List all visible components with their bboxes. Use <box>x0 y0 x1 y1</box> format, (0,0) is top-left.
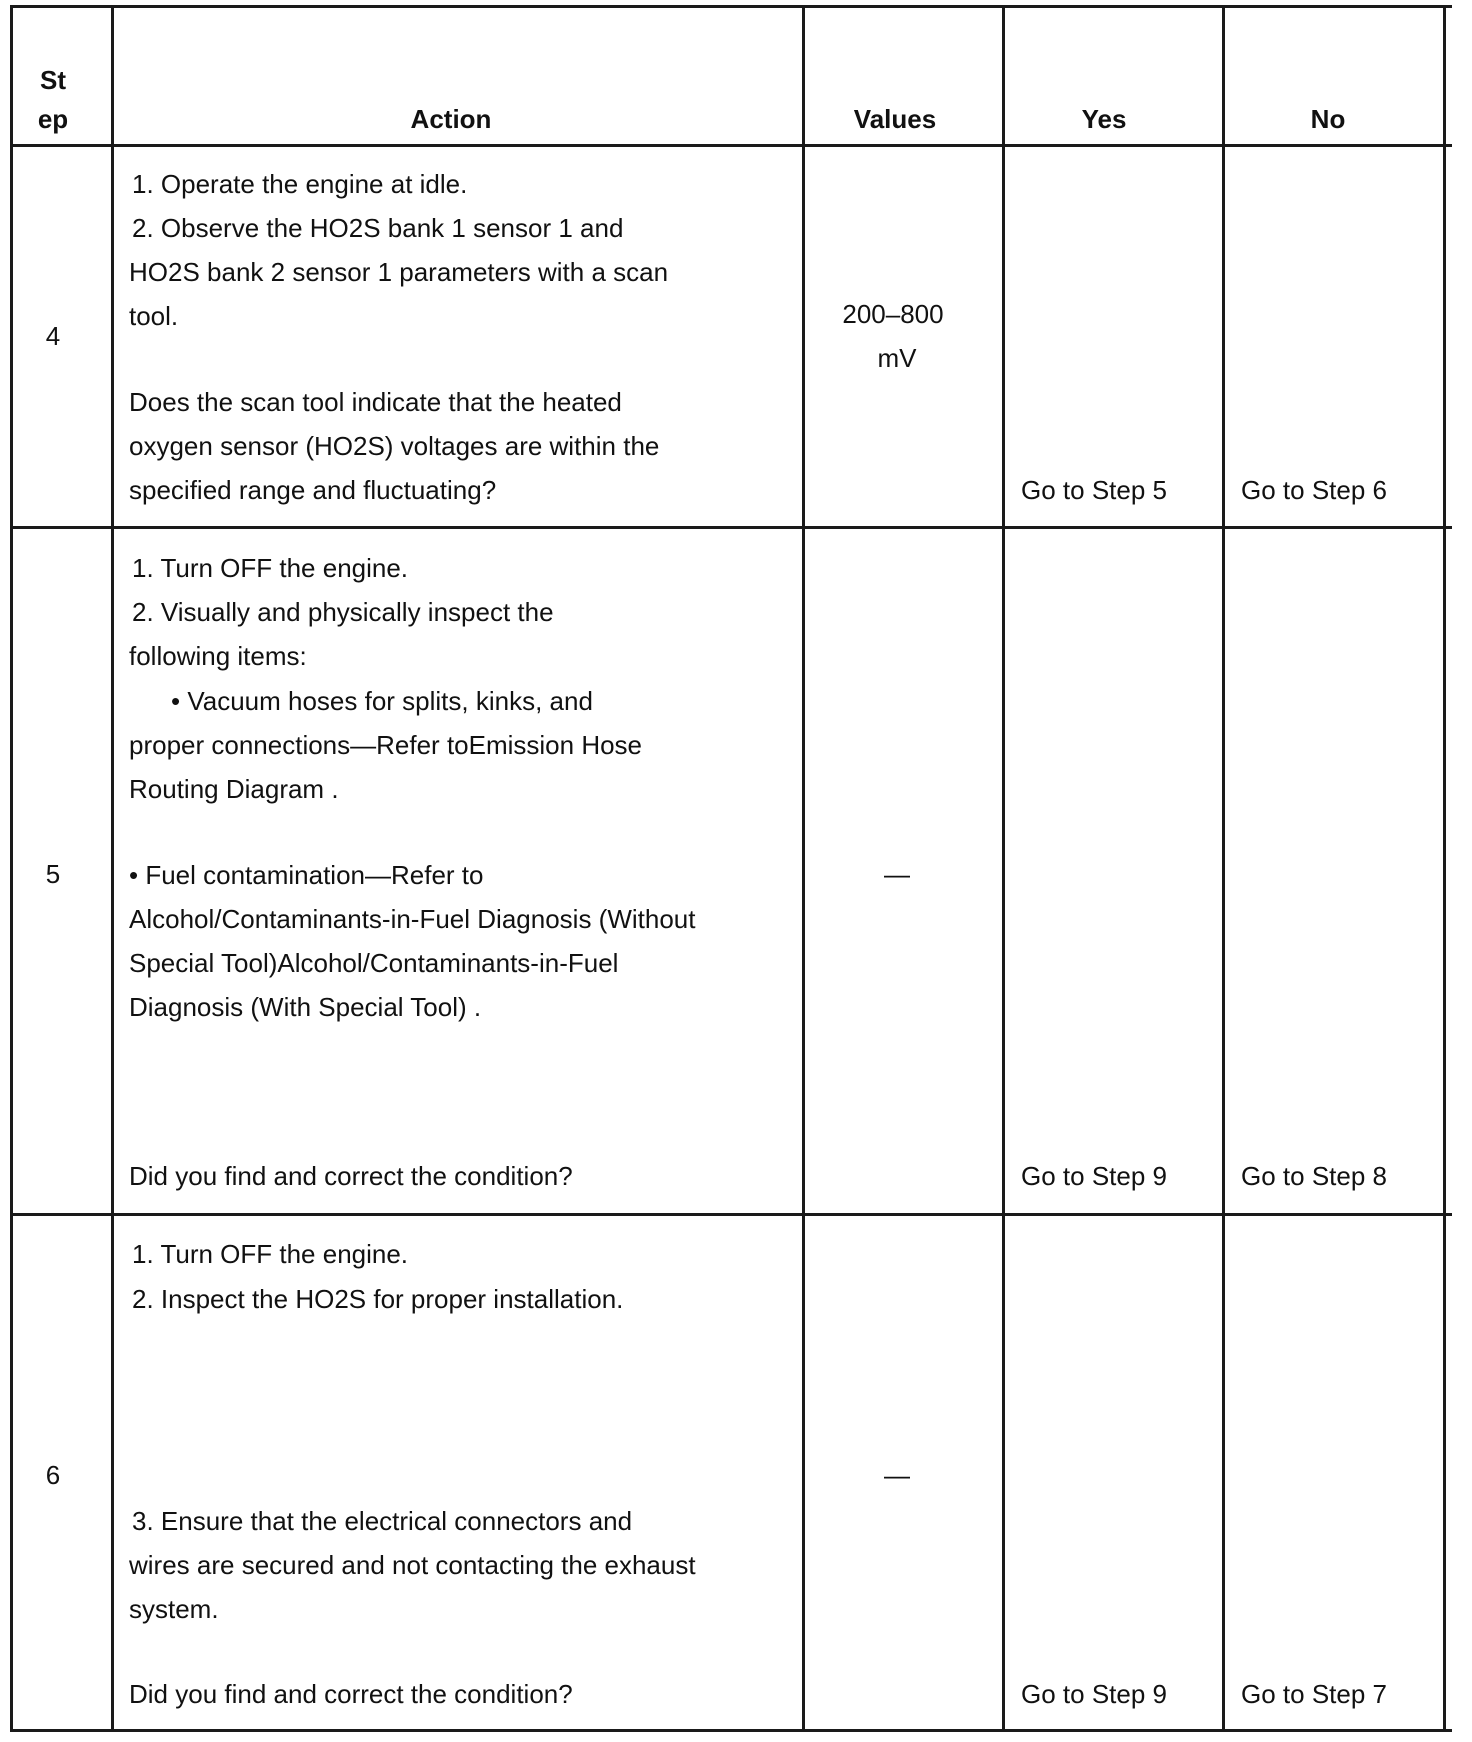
value-range: 200–800 <box>842 299 944 329</box>
table-border-right <box>1443 5 1446 1732</box>
column-divider <box>1222 5 1225 1732</box>
yes-link[interactable]: Go to Step 5 <box>1021 475 1167 505</box>
action-line: 3. Ensure that the electrical connectors and <box>132 1506 633 1536</box>
header-no: No <box>1310 104 1346 134</box>
header-step-line1: St <box>40 65 66 95</box>
action-bullet: • Vacuum hoses for splits, kinks, and <box>171 686 593 716</box>
header-step-line2: ep <box>37 104 69 134</box>
header-action: Action <box>410 104 492 134</box>
action-line: 2. Visually and physically inspect the <box>132 597 554 627</box>
action-line: system. <box>129 1594 219 1624</box>
column-divider <box>111 5 114 1732</box>
no-link[interactable]: Go to Step 7 <box>1241 1679 1387 1709</box>
no-link[interactable]: Go to Step 6 <box>1241 475 1387 505</box>
action-line: 1. Operate the engine at idle. <box>132 169 468 199</box>
action-line: 2. Inspect the HO2S for proper installation. <box>132 1284 624 1314</box>
table-border-left <box>10 5 13 1732</box>
step-number: 5 <box>45 859 61 889</box>
action-bullet: • Fuel contamination—Refer to <box>129 860 484 890</box>
column-divider <box>802 5 805 1732</box>
action-line: 1. Turn OFF the engine. <box>132 553 409 583</box>
action-question: Does the scan tool indicate that the heated <box>129 387 622 417</box>
action-question: Did you find and correct the condition? <box>129 1679 573 1709</box>
step-number: 6 <box>45 1460 61 1490</box>
action-line: 2. Observe the HO2S bank 1 sensor 1 and <box>132 213 624 243</box>
row-divider <box>10 526 1452 529</box>
column-divider <box>1002 5 1005 1732</box>
action-line: Alcohol/Contaminants-in-Fuel Diagnosis (Without <box>129 904 696 934</box>
value-unit: mV <box>877 343 917 373</box>
action-line: following items: <box>129 641 307 671</box>
action-line: Diagnosis (With Special Tool) . <box>129 992 482 1022</box>
action-line: HO2S bank 2 sensor 1 parameters with a scan <box>129 257 669 287</box>
action-line: Special Tool)Alcohol/Contaminants-in-Fuel <box>129 948 619 978</box>
action-line: Routing Diagram . <box>129 774 339 804</box>
value-dash: — <box>884 1460 910 1490</box>
table-border-bottom <box>10 1729 1452 1732</box>
action-question: Did you find and correct the condition? <box>129 1161 573 1191</box>
header-yes: Yes <box>1081 104 1127 134</box>
action-question: oxygen sensor (HO2S) voltages are within the <box>129 431 660 461</box>
header-values: Values <box>853 104 937 134</box>
action-line: proper connections—Refer toEmission Hose <box>129 730 643 760</box>
yes-link[interactable]: Go to Step 9 <box>1021 1161 1167 1191</box>
header-divider <box>10 144 1452 147</box>
table-border-top <box>10 5 1452 8</box>
no-link[interactable]: Go to Step 8 <box>1241 1161 1387 1191</box>
value-dash: — <box>884 859 910 889</box>
step-number: 4 <box>45 321 61 351</box>
row-divider <box>10 1213 1452 1216</box>
action-line: 1. Turn OFF the engine. <box>132 1239 409 1269</box>
action-question: specified range and fluctuating? <box>129 475 497 505</box>
action-line: wires are secured and not contacting the exhaust <box>129 1550 696 1580</box>
action-line: tool. <box>129 301 179 331</box>
yes-link[interactable]: Go to Step 9 <box>1021 1679 1167 1709</box>
